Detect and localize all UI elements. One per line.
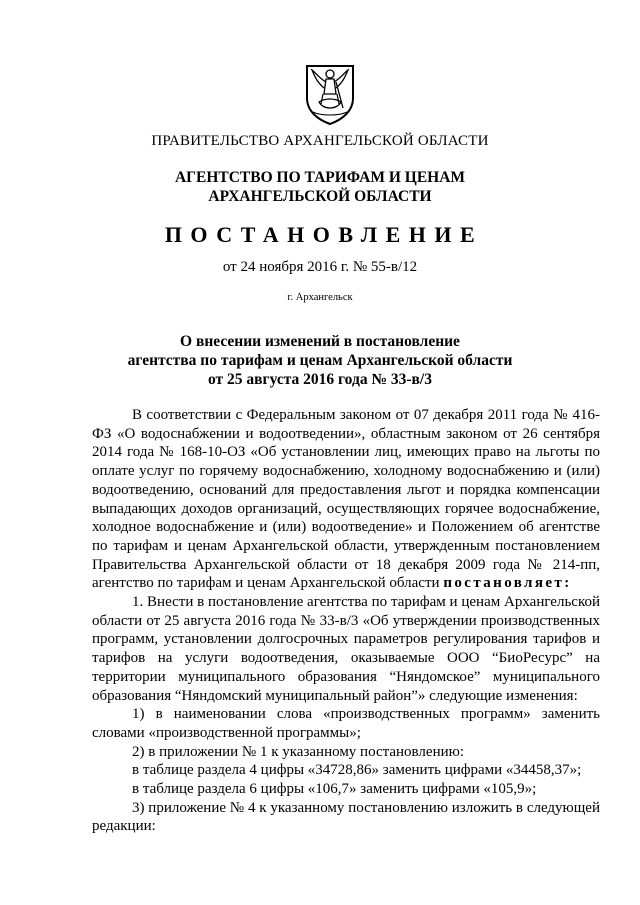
item-1-2-a: в таблице раздела 4 цифры «34728,86» заменить цифрами «34458,37»; (132, 762, 582, 779)
government-name: ПРАВИТЕЛЬСТВО АРХАНГЕЛЬСКОЙ ОБЛАСТИ (151, 133, 489, 149)
item-1: 1. Внести в постановление агентства по тарифам и ценам Архангельской области от 25 августа 2016 года № 33-в/3 «Об утверждении производственных программ, установлении долгосрочных параметров регулирования тарифов и тарифов на услуги водоотведения, оказываемые ООО “БиоРесурс” на территории муниципального образования “Няндомское” муниципального образования “Няндомский муниципальный район”» следующие изменения: (92, 594, 600, 704)
item-1-3: 3) приложение № 4 к указанному постановлению изложить в следующей редакции: (92, 799, 600, 835)
coat-of-arms-icon (299, 60, 361, 126)
preamble-paragraph (92, 406, 600, 593)
subject-line3: от 25 августа 2016 года № 33-в/3 (208, 371, 432, 388)
agency-name-line1: АГЕНТСТВО ПО ТАРИФАМ И ЦЕНАМ (174, 169, 466, 186)
item-1-2: 2) в приложении № 1 к указанному постановлению: (132, 743, 464, 760)
agency-name (0, 168, 640, 206)
item-1-1: 1) в наименовании слова «производственных программ» заменить словами «производственной программы»; (92, 706, 600, 741)
item-1-2-b: в таблице раздела 6 цифры «106,7» заменить цифрами «105,9»; (132, 781, 537, 798)
subject-line2: агентства по тарифам и ценам Архангельской области (127, 352, 513, 369)
document-date-number: от 24 ноября 2016 г. № 55-в/12 (222, 259, 418, 275)
decree-word: постановляет: (443, 575, 572, 592)
document-subject (0, 332, 640, 389)
subject-line1: О внесении изменений в постановление (180, 333, 460, 350)
document-city: г. Архангельск (287, 292, 353, 303)
document-type: ПОСТАНОВЛЕНИЕ (164, 222, 484, 247)
agency-name-line2: АРХАНГЕЛЬСКОЙ ОБЛАСТИ (208, 188, 432, 205)
preamble-text: В соответствии с Федеральным законом от 07 декабря 2011 года № 416-ФЗ «О водоснабжении и водоотведении», областным законом от 26 сентября 2014 года № 168-10-ОЗ «Об установлении лиц, имеющих право на льготы по оплате услуг по горячему водоснабжению, холодному водоснабжению и (или) водоотведению, оснований для предоставления льгот и порядка компенсации выпадающих доходов организаций, осуществляющих горячее водоснабжение, холодное водоснабжение и (или) водоотведение» и Положением об агентстве по тарифам и ценам Архангельской области, утвержденным постановлением Правительства Архангельской области от 18 декабря 2009 года № 214-пп, агентство по тарифам и ценам Архангельской области (92, 407, 600, 592)
document-body (92, 406, 600, 836)
